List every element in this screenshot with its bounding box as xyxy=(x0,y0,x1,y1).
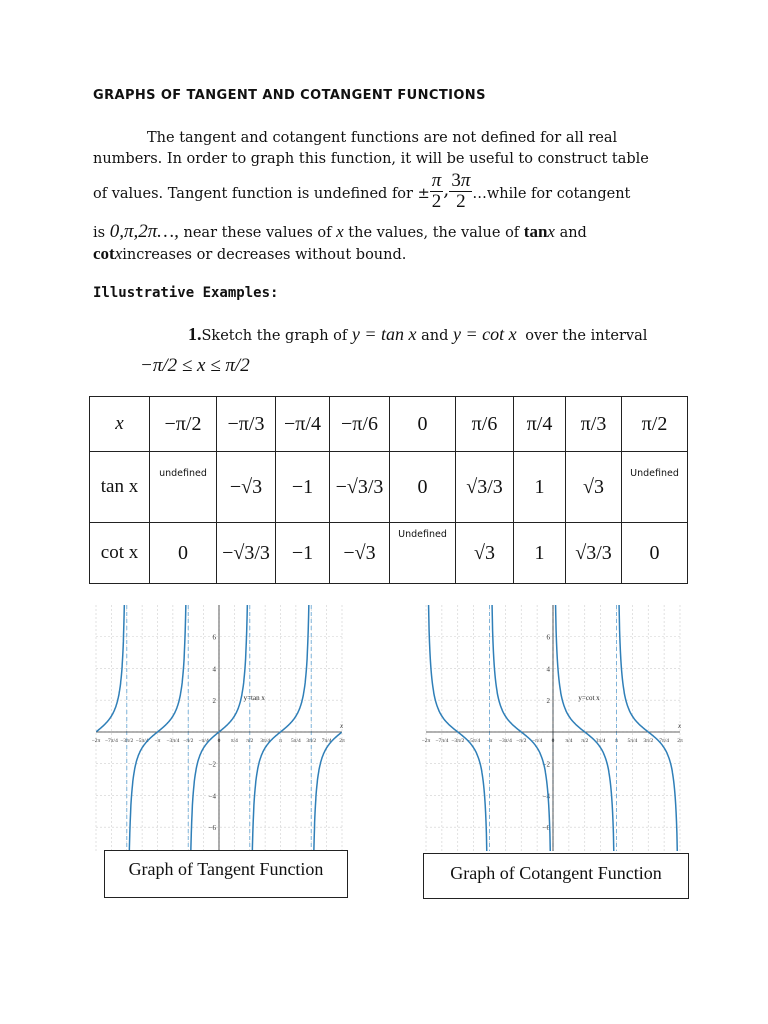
table-cell: 0 xyxy=(390,397,456,452)
y-tick-label: −2 xyxy=(542,760,550,769)
example-interval-text: over the interval xyxy=(525,328,648,344)
x-tick-label: 0 xyxy=(551,737,555,744)
x-tick-label: 5π/4 xyxy=(290,737,301,744)
intro-cot: cot xyxy=(93,244,115,263)
x-tick-label: −5π/4 xyxy=(467,737,481,744)
x-tick-label: 2π xyxy=(677,737,683,744)
table-cell: −√3/3 xyxy=(330,452,390,523)
x-tick-label: 3π/4 xyxy=(595,737,606,744)
example-number: 1. xyxy=(188,324,202,344)
cotangent-graph xyxy=(418,605,688,851)
example-1 xyxy=(188,325,768,344)
x-tick-label: π/4 xyxy=(565,737,573,744)
table-cell: π/2 xyxy=(622,397,688,452)
intro-line-4 xyxy=(93,222,683,241)
interval-inequality xyxy=(140,355,250,377)
intro-line-2: numbers. In order to graph this function, it will be useful to construct table xyxy=(93,151,649,167)
fraction-pi-over-2: $\frac{\pi}{2}$ xyxy=(431,170,442,212)
cotangent-caption: Graph of Cotangent Function xyxy=(423,853,689,899)
x-tick-label: −3π/4 xyxy=(166,737,180,744)
table-cell: −√3/3 xyxy=(217,523,276,584)
x-tick-label: −π xyxy=(154,737,161,744)
table-cell: Undefined xyxy=(390,523,456,584)
x-tick-label: −2π xyxy=(421,737,431,744)
function-label: y=tan x xyxy=(243,694,265,703)
table-cell: −π/6 xyxy=(330,397,390,452)
illustrative-examples-heading: Illustrative Examples: xyxy=(93,285,279,301)
x-axis-label: x xyxy=(340,721,344,730)
x-tick-label: −3π/2 xyxy=(451,737,465,744)
x-tick-label: π/4 xyxy=(230,737,238,744)
table-header-x: x xyxy=(90,397,150,452)
y-tick-label: 4 xyxy=(212,665,216,674)
tangent-caption: Graph of Tangent Function xyxy=(104,850,348,898)
x-tick-label: π xyxy=(279,737,282,744)
table-cell: √3/3 xyxy=(566,523,622,584)
x-tick-label: 7π/4 xyxy=(321,737,332,744)
page-title: GRAPHS OF TANGENT AND COTANGENT FUNCTIONS xyxy=(93,88,486,103)
y-tick-label: 4 xyxy=(546,665,550,674)
table-cell: 1 xyxy=(514,452,566,523)
table-cell: Undefined xyxy=(622,452,688,523)
values-table xyxy=(89,396,688,584)
y-tick-label: −6 xyxy=(208,824,216,833)
table-cell: π/4 xyxy=(514,397,566,452)
intro-values: the values, the value of xyxy=(348,225,520,241)
table-cell: −1 xyxy=(276,452,330,523)
table-cell: √3 xyxy=(566,452,622,523)
table-cell: −√3 xyxy=(330,523,390,584)
x-tick-label: π xyxy=(615,737,618,744)
intro-line-5 xyxy=(93,245,683,263)
table-cell: −π/3 xyxy=(217,397,276,452)
table-cell: √3/3 xyxy=(456,452,514,523)
x-tick-label: 0 xyxy=(217,737,221,744)
x-tick-label: −π/2 xyxy=(183,737,194,744)
x-tick-label: 3π/2 xyxy=(643,737,654,744)
intro-line-3-tail: …while for cotangent xyxy=(472,186,631,203)
intro-line-1: The tangent and cotangent functions are not defined for all real xyxy=(147,130,618,146)
table-label-cot: cot x xyxy=(90,523,150,584)
x-tick-label: 3π/2 xyxy=(306,737,317,744)
x-axis-label: x xyxy=(678,721,682,730)
intro-line-3-text: of values. Tangent function is undefined for ± xyxy=(93,186,430,203)
table-cell: √3 xyxy=(456,523,514,584)
x-tick-label: −π/4 xyxy=(532,737,543,744)
intro-near: near these values of xyxy=(183,225,332,241)
x-tick-label: −5π/4 xyxy=(135,737,149,744)
intro-tan-x: x xyxy=(547,222,555,241)
intro-x: x xyxy=(336,222,344,241)
table-label-tan: tan x xyxy=(90,452,150,523)
intro-zero-pi: 0,π,2π…, xyxy=(109,221,179,242)
x-tick-label: −3π/4 xyxy=(498,737,512,744)
equation-cot: y = cot x xyxy=(452,324,517,344)
equation-tan: y = tan x xyxy=(351,324,417,344)
x-tick-label: π/2 xyxy=(246,737,254,744)
x-tick-label: −π/4 xyxy=(198,737,209,744)
table-cell: undefined xyxy=(150,452,217,523)
example-and: and xyxy=(421,328,449,344)
intro-line-5-text: increases or decreases without bound. xyxy=(122,247,407,263)
function-label: y=cot x xyxy=(578,694,600,703)
tangent-graph xyxy=(88,605,350,851)
intro-and: and xyxy=(559,225,587,241)
table-cell: −1 xyxy=(276,523,330,584)
fraction-3pi-over-2: $\frac{3\pi}{2}$ xyxy=(451,170,471,212)
x-tick-label: −π xyxy=(486,737,493,744)
y-tick-label: 2 xyxy=(212,697,216,706)
x-tick-label: −7π/4 xyxy=(435,737,449,744)
y-tick-label: −4 xyxy=(542,792,550,801)
intro-tan: tan xyxy=(523,222,548,241)
x-tick-label: −7π/4 xyxy=(104,737,118,744)
intro-line-3: of values. Tangent function is undefined for ± $\frac{\pi}{2}$ , $\frac{3\pi}{2}$ …while for cotangent xyxy=(93,170,631,212)
x-tick-label: −2π xyxy=(91,737,101,744)
intro-cot-x: x xyxy=(114,244,123,263)
intro-is: is xyxy=(93,225,106,241)
x-tick-label: −3π/2 xyxy=(120,737,134,744)
table-cell: −π/2 xyxy=(150,397,217,452)
interval-text: −π/2 ≤ x ≤ π/2 xyxy=(140,355,250,376)
table-cell: π/3 xyxy=(566,397,622,452)
table-cell: 0 xyxy=(622,523,688,584)
example-text: Sketch the graph of xyxy=(201,328,348,344)
table-cell: 0 xyxy=(390,452,456,523)
y-tick-label: 6 xyxy=(546,633,550,642)
table-cell: −√3 xyxy=(217,452,276,523)
x-tick-label: 3π/4 xyxy=(260,737,271,744)
x-tick-label: −π/2 xyxy=(516,737,527,744)
table-row-cot xyxy=(90,523,688,584)
table-row-x xyxy=(90,397,688,452)
table-cell: −π/4 xyxy=(276,397,330,452)
y-tick-label: −4 xyxy=(208,792,216,801)
table-row-tan xyxy=(90,452,688,523)
table-cell: π/6 xyxy=(456,397,514,452)
x-tick-label: π/2 xyxy=(581,737,589,744)
x-tick-label: 5π/4 xyxy=(627,737,638,744)
x-tick-label: 7π/4 xyxy=(659,737,670,744)
table-cell: 0 xyxy=(150,523,217,584)
y-tick-label: −6 xyxy=(542,824,550,833)
y-tick-label: −2 xyxy=(208,760,216,769)
x-tick-label: 2π xyxy=(339,737,345,744)
table-cell: 1 xyxy=(514,523,566,584)
y-tick-label: 6 xyxy=(212,633,216,642)
y-tick-label: 2 xyxy=(546,697,550,706)
